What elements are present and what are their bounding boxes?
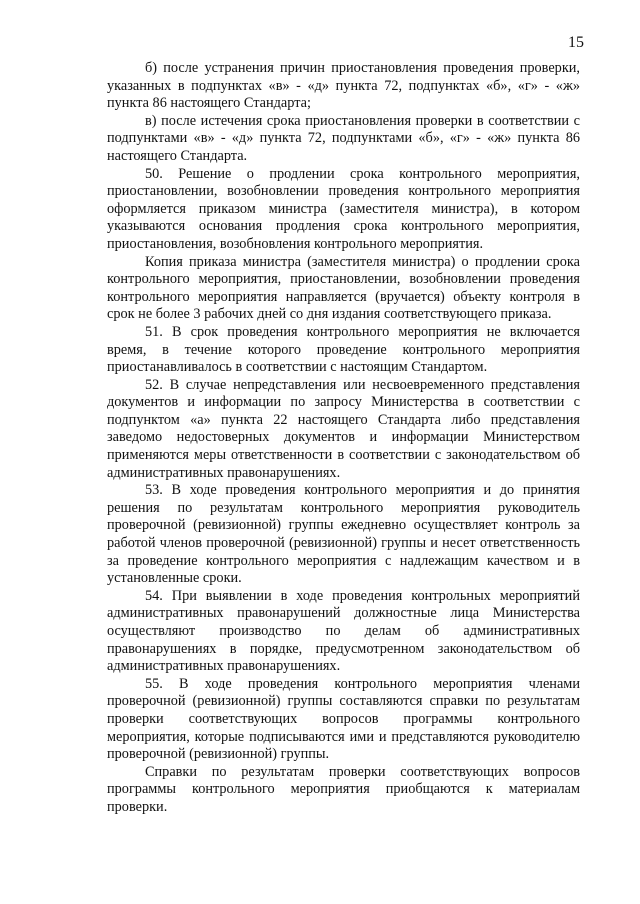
document-body [107,60,580,817]
paragraph-51: 51. В срок проведения контрольного мероприятия не включается время, в течение которого проведение контрольного мероприятия приостанавливалось в соответствии с настоящим Стандартом. [107,323,580,376]
paragraph-b-after-elimination: б) после устранения причин приостановления проведения проверки, указанных в подпунктах «в» - «д» пункта 72, подпунктах «б», «г» - «ж» пункта 86 настоящего Стандарта; [107,60,580,112]
paragraph-54: 54. При выявлении в ходе проведения контрольных мероприятий административных правонарушений должностные лица Министерства осуществляют производство по делам об административных правонарушениях в порядке, предусмотренном законодательством об административных правонарушениях. [107,587,580,675]
paragraph-55: 55. В ходе проведения контрольного мероприятия членами проверочной (ревизионной) группы составляются справки по результатам проверки соответствующих вопросов программы контрольного мероприятия, которые подписываются ими и представляются руководителю проверочной (ревизионной) группы. [107,675,580,763]
paragraph-50: 50. Решение о продлении срока контрольного мероприятия, приостановлении, возобновлении проведения контрольного мероприятия оформляется приказом министра (заместителя министра), в котором указываются основания продления срока контрольного мероприятия, приостановления, возобновления контрольного мероприятия. [107,165,580,252]
paragraph-reports: Справки по результатам проверки соответствующих вопросов программы контрольного мероприятия приобщаются к материалам проверки. [107,763,580,815]
paragraph-v-after-expiry: в) после истечения срока приостановления проверки в соответствии с подпунктами «в» - «д» пункта 72, подпунктами «б», «г» - «ж» пункта 86 настоящего Стандарта. [107,112,580,164]
paragraph-order-copy: Копия приказа министра (заместителя министра) о продлении срока контрольного мероприятия, приостановлении, возобновлении проведения контрольного мероприятия направляется (вручается) объекту контроля в срок не более 3 рабочих дней со дня издания соответствующего приказа. [107,253,580,323]
paragraph-53: 53. В ходе проведения контрольного мероприятия и до принятия решения по результатам контрольного мероприятия руководитель проверочной (ревизионной) группы ежедневно осуществляет контроль за работой членов проверочной (ревизионной) группы и несет ответственность за проведение контрольного мероприятия с надлежащим качеством и в установленные сроки. [107,482,580,587]
paragraph-52: 52. В случае непредставления или несвоевременного представления документов и информации по запросу Министерства в соответствии с подпунктом «а» пункта 22 настоящего Стандарта либо представления заведомо недостоверных документов и информации Министерством применяются меры ответственности в соответствии с законодательством об административных правонарушениях. [107,376,580,481]
page-number: 15 [568,34,584,51]
